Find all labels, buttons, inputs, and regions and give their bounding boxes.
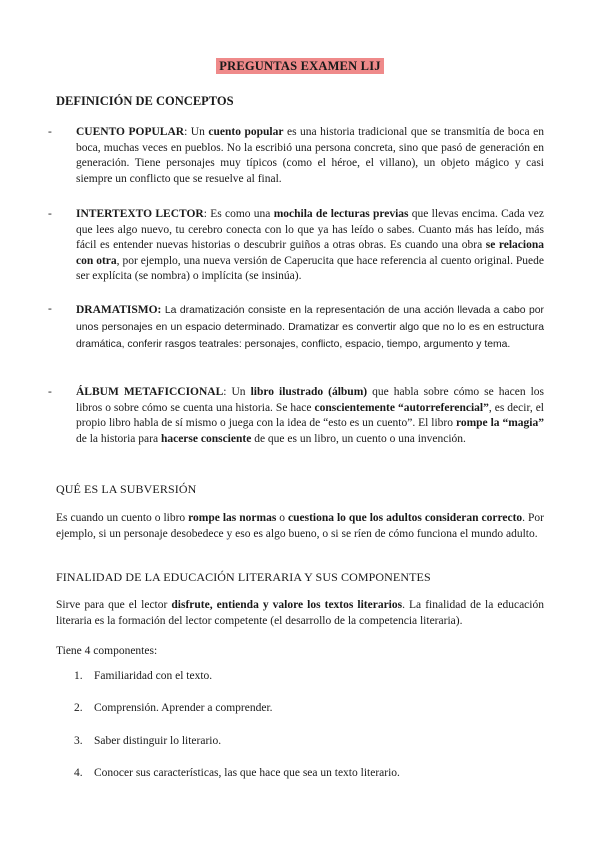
text: que llevas encima. Cada vez que lees algo nuevo, tu cerebro conecta con lo que ya has leído o sabes. Cuanto más has leído, más fácil es entender nuevas historias o descubrir guiños a otras obras. Es cuando una obra	[76, 208, 544, 252]
components-intro: Tiene 4 componentes:	[56, 645, 158, 657]
bold-text: cuestiona lo que los adultos consideran correcto	[287, 512, 523, 524]
list-text: Comprensión. Aprender a comprender.	[94, 702, 273, 714]
list-item	[74, 767, 400, 779]
bullet: -	[48, 208, 52, 220]
bold-text: rompe las normas	[188, 512, 277, 524]
bullet: -	[48, 126, 52, 138]
bold-text: cuento popular	[208, 126, 284, 138]
text: es una historia tradicional que se transmitía de boca en boca, muchas veces en pueblos. No la escribió una persona concreta, sino que pasó de generación en generación. Tiene personajes muy típicos (como el héroe, el villano), un objeto mágico y casi siempre un conflicto que se resuelve al final.	[76, 126, 544, 185]
bold-text: se relaciona con otra	[76, 239, 544, 267]
term: DRAMATISMO:	[76, 304, 162, 316]
subversion-paragraph	[56, 510, 544, 542]
term: CUENTO POPULAR	[76, 126, 185, 138]
list-item	[74, 670, 212, 682]
finalidad-paragraph	[56, 597, 544, 629]
text: : Un	[184, 126, 209, 138]
list-number: 3.	[74, 735, 83, 747]
text: : Es como una	[203, 208, 274, 220]
definition-item-cuento-popular	[48, 125, 544, 187]
text: de que es un libro, un cuento o una invención.	[251, 432, 466, 445]
text: , por ejemplo, una nueva versión de Caperucita que hace referencia al cuento original. Puede ser explícita (se nombra) o implícita (se insinúa).	[76, 254, 544, 283]
term: INTERTEXTO LECTOR	[76, 208, 204, 220]
definition-item-intertexto-lector	[48, 207, 544, 285]
text: , es decir, el propio libro habla de sí mismo o juega con la idea de “esto es un cuento”. El libro	[76, 401, 544, 430]
subversion-heading: QUÉ ES LA SUBVERSIÓN	[56, 482, 197, 496]
list-item	[74, 735, 221, 747]
list-text: Saber distinguir lo literario.	[94, 735, 222, 747]
bold-text: rompe la “magia”	[455, 417, 544, 430]
list-item	[74, 702, 273, 714]
bold-text: libro ilustrado (álbum)	[250, 386, 368, 398]
bullet: -	[48, 386, 52, 398]
definitions-heading: DEFINICIÓN DE CONCEPTOS	[56, 94, 234, 108]
definition-item-album-metaficcional	[48, 385, 545, 447]
list-number: 2.	[74, 702, 83, 714]
bold-text: disfrute, entienda y valore los textos literarios	[171, 599, 403, 611]
bold-text: conscientemente “autorreferencial”	[314, 401, 489, 414]
list-text: Conocer sus características, las que hace que sea un texto literario.	[94, 767, 400, 779]
term: ÁLBUM METAFICCIONAL	[76, 386, 224, 398]
list-number: 4.	[74, 767, 83, 779]
text: o	[276, 512, 288, 524]
title-wrap	[56, 57, 544, 75]
text: que habla sobre cómo se hacen los libros o sobre cómo se cuenta una historia. Se hace	[76, 386, 545, 414]
bullet: -	[48, 303, 52, 315]
text: Sirve para que el lector	[56, 599, 172, 611]
text: Es cuando un cuento o libro	[56, 512, 189, 524]
text: : Un	[223, 386, 251, 398]
list-number: 1.	[74, 670, 83, 682]
definition-item-dramatismo	[48, 302, 544, 354]
text: La dramatización consiste en la representación de una acción llevada a cabo por unos personajes en un espacio determinado. Dramatizar es convertir algo que no lo es en estructura dramática, conferir rasgos teatrales: personajes, conflicto, espacio, tiempo, argumento y tema.	[76, 305, 544, 351]
text: . La finalidad de la educación literaria es la formación del lector competente (el desarrollo de la competencia literaria).	[56, 599, 544, 627]
bold-text: mochila de lecturas previas	[273, 208, 409, 220]
finalidad-heading: FINALIDAD DE LA EDUCACIÓN LITERARIA Y SUS COMPONENTES	[56, 570, 431, 584]
bold-text: hacerse consciente	[160, 432, 252, 445]
text: . Por ejemplo, si un personaje desobedece y eso es algo bueno, o si se ríen de cómo funciona el mundo adulto.	[56, 512, 544, 540]
page-title: PREGUNTAS EXAMEN LIJ	[216, 58, 383, 74]
list-text: Familiaridad con el texto.	[94, 670, 213, 682]
text: de la historia para	[76, 432, 161, 445]
